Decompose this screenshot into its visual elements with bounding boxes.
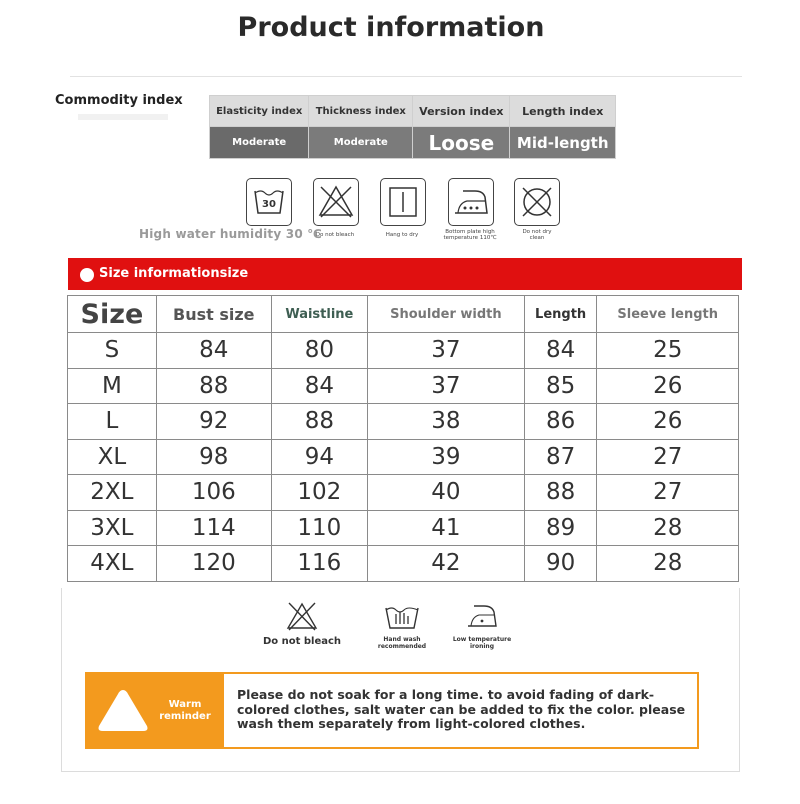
size-column-header: Size	[68, 296, 157, 333]
table-cell: 25	[597, 333, 739, 369]
length-column-header: Length	[524, 296, 597, 333]
table-cell: 28	[597, 546, 739, 582]
warm-reminder-message: Please do not soak for a long time. to avoid fading of dark-colored clothes, salt water can be added to fix the color. please wash them separately from light-colored clothes.	[237, 687, 686, 731]
elasticity-index-header: Elasticity index	[210, 96, 309, 127]
table-row	[68, 546, 739, 582]
waist-column-header: Waistline	[271, 296, 367, 333]
table-cell: 27	[597, 475, 739, 511]
wash-no-bleach-caption: Do not bleach	[262, 636, 342, 647]
size-info-title: Size informationsize	[99, 266, 249, 281]
table-cell: 26	[597, 404, 739, 440]
size-table	[67, 295, 739, 582]
table-cell: 87	[524, 439, 597, 475]
table-cell: 37	[367, 333, 524, 369]
iron-icon	[448, 178, 494, 226]
table-row	[68, 404, 739, 440]
commodity-index-underline	[78, 114, 168, 120]
thickness-index-header: Thickness index	[309, 96, 413, 127]
table-cell: 88	[271, 404, 367, 440]
table-row	[68, 439, 739, 475]
table-cell: 102	[271, 475, 367, 511]
elasticity-index-value: Moderate	[210, 127, 309, 159]
version-index-value: Loose	[413, 127, 510, 159]
shoulder-column-header: Shoulder width	[367, 296, 524, 333]
table-cell: 92	[156, 404, 271, 440]
hang-dry-caption: Hang to dry	[385, 232, 419, 238]
table-cell: 3XL	[68, 510, 157, 546]
iron-caption: Bottom plate high temperature 110℃	[443, 229, 497, 241]
table-cell: 37	[367, 368, 524, 404]
title-divider	[70, 76, 742, 77]
bust-column-header: Bust size	[156, 296, 271, 333]
table-cell: M	[68, 368, 157, 404]
table-cell: 38	[367, 404, 524, 440]
no-bleach-icon	[284, 600, 320, 632]
warm-reminder	[85, 672, 699, 749]
table-cell: 39	[367, 439, 524, 475]
wash-low-iron	[447, 600, 517, 650]
table-cell: 88	[524, 475, 597, 511]
table-cell: 120	[156, 546, 271, 582]
thickness-index-value: Moderate	[309, 127, 413, 159]
table-row	[68, 475, 739, 511]
hang-dry-icon	[380, 178, 426, 226]
bullet-icon	[80, 268, 94, 282]
table-cell: 89	[524, 510, 597, 546]
table-row	[68, 510, 739, 546]
warm-reminder-label: Warm reminder	[159, 699, 211, 722]
table-cell: 106	[156, 475, 271, 511]
table-cell: 26	[597, 368, 739, 404]
version-index-header: Version index	[413, 96, 510, 127]
warning-icon	[95, 686, 151, 734]
table-cell: 2XL	[68, 475, 157, 511]
humidity-note: High water humidity 30 ℃	[139, 227, 322, 241]
table-cell: 80	[271, 333, 367, 369]
table-cell: 114	[156, 510, 271, 546]
table-cell: 86	[524, 404, 597, 440]
table-row	[68, 368, 739, 404]
table-row	[68, 333, 739, 369]
sleeve-column-header: Sleeve length	[597, 296, 739, 333]
wash-low-iron-caption: Low temperature ironing	[452, 636, 512, 650]
table-cell: 4XL	[68, 546, 157, 582]
table-cell: 110	[271, 510, 367, 546]
wash-hand-wash-caption: Hand wash recommended	[377, 636, 427, 650]
length-index-value: Mid-length	[510, 127, 616, 159]
page-title: Product information	[237, 12, 545, 43]
size-info-banner	[68, 258, 742, 290]
table-cell: 84	[524, 333, 597, 369]
commodity-index-table	[209, 95, 616, 159]
table-cell: 41	[367, 510, 524, 546]
no-dry-clean-icon	[514, 178, 560, 226]
table-cell: 42	[367, 546, 524, 582]
no-dry-clean-caption: Do not dry clean	[522, 229, 552, 241]
no-bleach-caption: Do not bleach	[315, 232, 355, 238]
table-cell: 84	[271, 368, 367, 404]
warm-reminder-panel	[87, 674, 224, 747]
wash-30-icon	[246, 178, 292, 226]
wash-temp-label: 30	[262, 199, 276, 210]
table-cell: S	[68, 333, 157, 369]
wash-hand-wash	[367, 600, 437, 650]
wash-no-bleach	[252, 600, 352, 647]
table-cell: 85	[524, 368, 597, 404]
no-bleach-icon	[313, 178, 359, 226]
table-cell: 94	[271, 439, 367, 475]
hand-wash-icon	[382, 600, 422, 632]
length-index-header: Length index	[510, 96, 616, 127]
table-cell: 27	[597, 439, 739, 475]
table-cell: 40	[367, 475, 524, 511]
table-cell: XL	[68, 439, 157, 475]
table-cell: 98	[156, 439, 271, 475]
low-iron-icon	[464, 600, 500, 632]
commodity-index-label: Commodity index	[55, 93, 183, 108]
table-cell: 90	[524, 546, 597, 582]
table-cell: 28	[597, 510, 739, 546]
table-cell: L	[68, 404, 157, 440]
table-cell: 88	[156, 368, 271, 404]
table-cell: 84	[156, 333, 271, 369]
table-cell: 116	[271, 546, 367, 582]
